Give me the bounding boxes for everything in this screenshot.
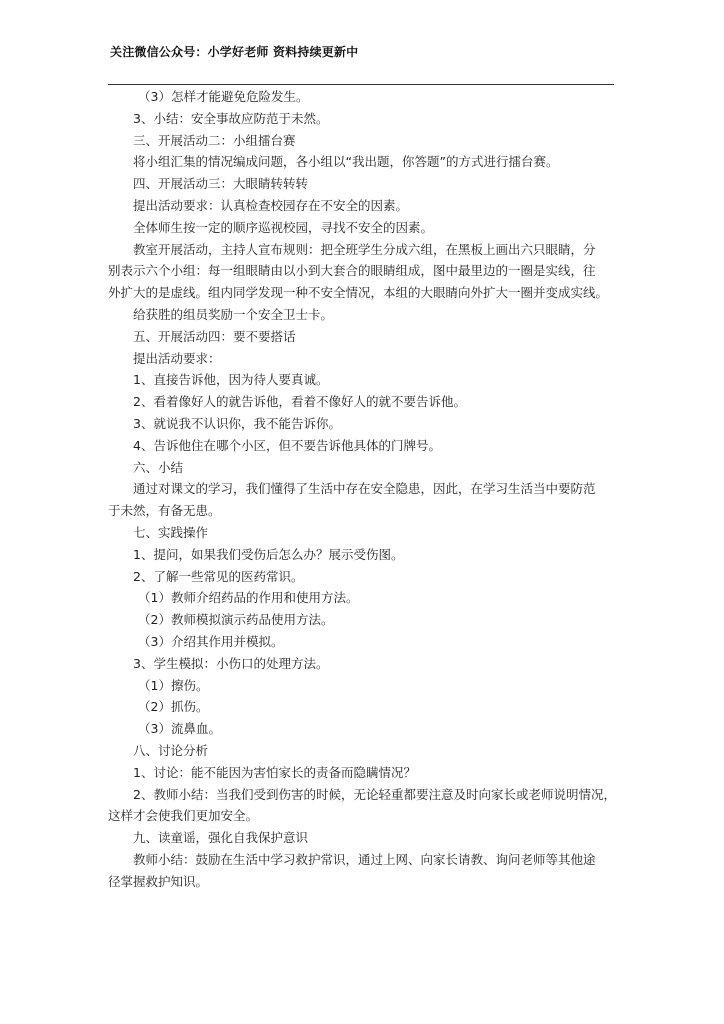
paragraph-line: 这样才会使我们更加安全。 — [108, 808, 259, 824]
paragraph-line: 九、读童谣，强化自我保护意识 — [133, 830, 309, 846]
paragraph-line: （3）怎样才能避免危险发生。 — [138, 89, 309, 104]
paragraph-line: 三、开展活动二：小组擂台赛 — [133, 132, 296, 148]
paragraph-line: （3）介绍其作用并模拟。 — [138, 633, 284, 649]
paragraph-line: 外扩大的是虚线。组内同学发现一种不安全情况，本组的大眼睛向外扩大一圈并变成实线。 — [108, 285, 609, 301]
paragraph-line: （2）教师模拟演示药品使用方法。 — [138, 612, 334, 628]
paragraph-line: 给获胜的组员奖励一个安全卫士卡。 — [133, 306, 334, 322]
paragraph-line: （3）流鼻血。 — [138, 721, 221, 737]
paragraph-line: 通过对课文的学习，我们懂得了生活中存在安全隐患，因此，在学习生活当中要防范 — [133, 481, 596, 497]
paragraph-line: 四、开展活动三：大眼睛转转转 — [133, 176, 309, 192]
paragraph-line: 1、直接告诉他，因为待人要真诚。 — [133, 372, 329, 388]
paragraph-line: 4、告诉他住在哪个小区，但不要告诉他具体的门牌号。 — [133, 437, 441, 453]
paragraph-line: 3、就说我不认识你，我不能告诉你。 — [133, 415, 341, 431]
paragraph-line: 2、了解一些常见的医药常识。 — [133, 568, 304, 584]
paragraph-line: 提出活动要求： — [133, 350, 221, 366]
paragraph-line: 1、讨论：能不能因为害怕家长的责备而隐瞒情况？ — [133, 764, 416, 780]
paragraph-line: 3、学生模拟：小伤口的处理方法。 — [133, 655, 329, 671]
paragraph-line: 提出活动要求：认真检查校园存在不安全的因素。 — [133, 197, 409, 213]
paragraph-line: 六、小结 — [133, 459, 184, 475]
paragraph-line: 1、提问，如果我们受伤后怎么办？展示受伤图。 — [133, 546, 404, 562]
paragraph-line: 全体师生按一定的顺序巡视校园，寻找不安全的因素。 — [133, 219, 434, 235]
paragraph-line: 别表示六个小组：每一组眼睛由以小到大套合的眼睛组成，图中最里边的一圈是实线，往 — [108, 263, 596, 279]
paragraph-line: （1）擦伤。 — [138, 677, 209, 693]
paragraph-line: 将小组汇集的情况编成问题，各小组以“我出题，你答题”的方式进行擂台赛。 — [133, 154, 559, 170]
paragraph-line: （2）抓伤。 — [138, 699, 209, 715]
paragraph-line: 2、看着像好人的就告诉他，看着不像好人的就不要告诉他。 — [133, 394, 466, 410]
paragraph-line: 2、教师小结：当我们受到伤害的时候，无论轻重都要注意及时向家长或老师说明情况， — [133, 786, 616, 802]
paragraph-line: 七、实践操作 — [133, 524, 209, 540]
paragraph-line: 教室开展活动，主持人宣布规则：把全班学生分成六组，在黑板上画出六只眼睛，分 — [133, 241, 596, 257]
paragraph-line: 八、讨论分析 — [133, 742, 209, 758]
paragraph-line: 五、开展活动四：要不要搭话 — [133, 328, 296, 344]
page-header-banner: 关注微信公众号：小学好老师 资料持续更新中 — [110, 45, 359, 59]
paragraph-line: 3、小结：安全事故应防范于未然。 — [133, 110, 329, 126]
paragraph-line: （1）教师介绍药品的作用和使用方法。 — [138, 590, 359, 606]
document-body — [108, 86, 618, 892]
header-divider — [108, 84, 614, 85]
paragraph-line: 教师小结：鼓励在生活中学习救护常识，通过上网、向家长请教、询问老师等其他途 — [133, 851, 596, 867]
paragraph-line: 径掌握救护知识。 — [108, 873, 209, 889]
paragraph-line: 于未然，有备无患。 — [108, 503, 221, 519]
